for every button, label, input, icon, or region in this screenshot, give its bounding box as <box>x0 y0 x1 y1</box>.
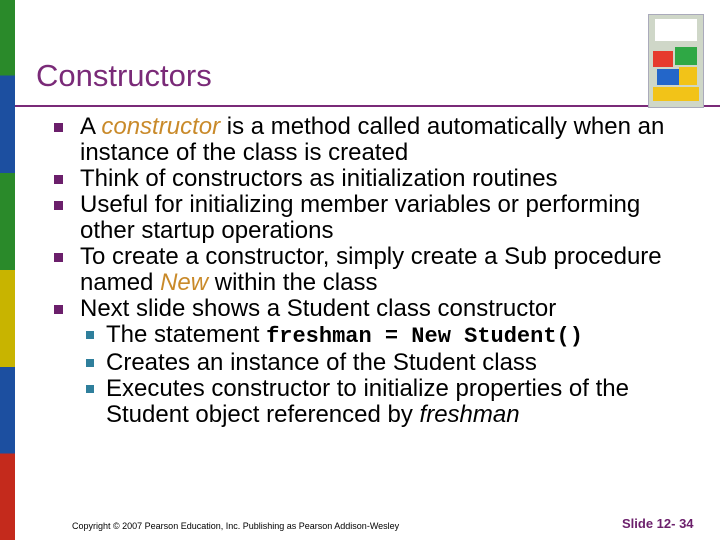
bullet-marker <box>54 253 63 262</box>
bullet-marker <box>54 201 63 210</box>
book-cover-image <box>648 14 704 108</box>
slide-number: Slide 12- 34 <box>622 516 694 531</box>
cover-block-red <box>653 51 673 67</box>
left-color-bar <box>0 0 15 540</box>
bullet-text: To create a constructor, simply create a Sub procedure named New within the class <box>80 243 662 296</box>
cover-block-base <box>653 87 699 101</box>
bullet-marker <box>54 305 63 314</box>
cover-block-blue <box>657 69 681 85</box>
sub-bullet-marker <box>86 385 94 393</box>
sub-bullet-item <box>54 322 694 350</box>
bullet-text: A constructor is a method called automatically when an instance of the class is created <box>80 113 665 166</box>
accent-term: constructor <box>101 113 221 140</box>
bullet-list <box>54 114 694 428</box>
sub-bullet-item <box>54 376 694 428</box>
bullet-item <box>54 166 694 192</box>
bullet-text: Next slide shows a Student class constructor <box>80 295 557 322</box>
bullet-text: Think of constructors as initialization routines <box>80 165 558 192</box>
slide-title: Constructors <box>36 58 212 93</box>
sub-bullet-text: Creates an instance of the Student class <box>106 349 537 376</box>
code-snippet: freshman = New Student() <box>266 324 583 349</box>
bullet-item <box>54 114 694 166</box>
sub-bullet-text: Executes constructor to initialize properties of the Student object referenced by freshman <box>106 375 629 428</box>
bullet-marker <box>54 123 63 132</box>
cover-block-green <box>675 47 697 65</box>
bullet-text: Useful for initializing member variables or performing other startup operations <box>80 191 641 244</box>
cover-block-yellow <box>679 67 697 85</box>
sub-bullet-text: The statement freshman = New Student() <box>106 321 583 349</box>
italic-term: freshman <box>419 401 520 428</box>
bullet-item <box>54 244 694 296</box>
accent-term: New <box>160 269 209 296</box>
bullet-item <box>54 192 694 244</box>
bullet-item <box>54 296 694 322</box>
bullet-marker <box>54 175 63 184</box>
sub-bullet-marker <box>86 331 94 339</box>
copyright-footer: Copyright © 2007 Pearson Education, Inc. Publishing as Pearson Addison-Wesley <box>72 521 400 531</box>
sub-bullet-marker <box>86 359 94 367</box>
title-divider <box>15 105 720 107</box>
sub-bullet-item <box>54 350 694 376</box>
cover-title-band <box>655 19 697 41</box>
